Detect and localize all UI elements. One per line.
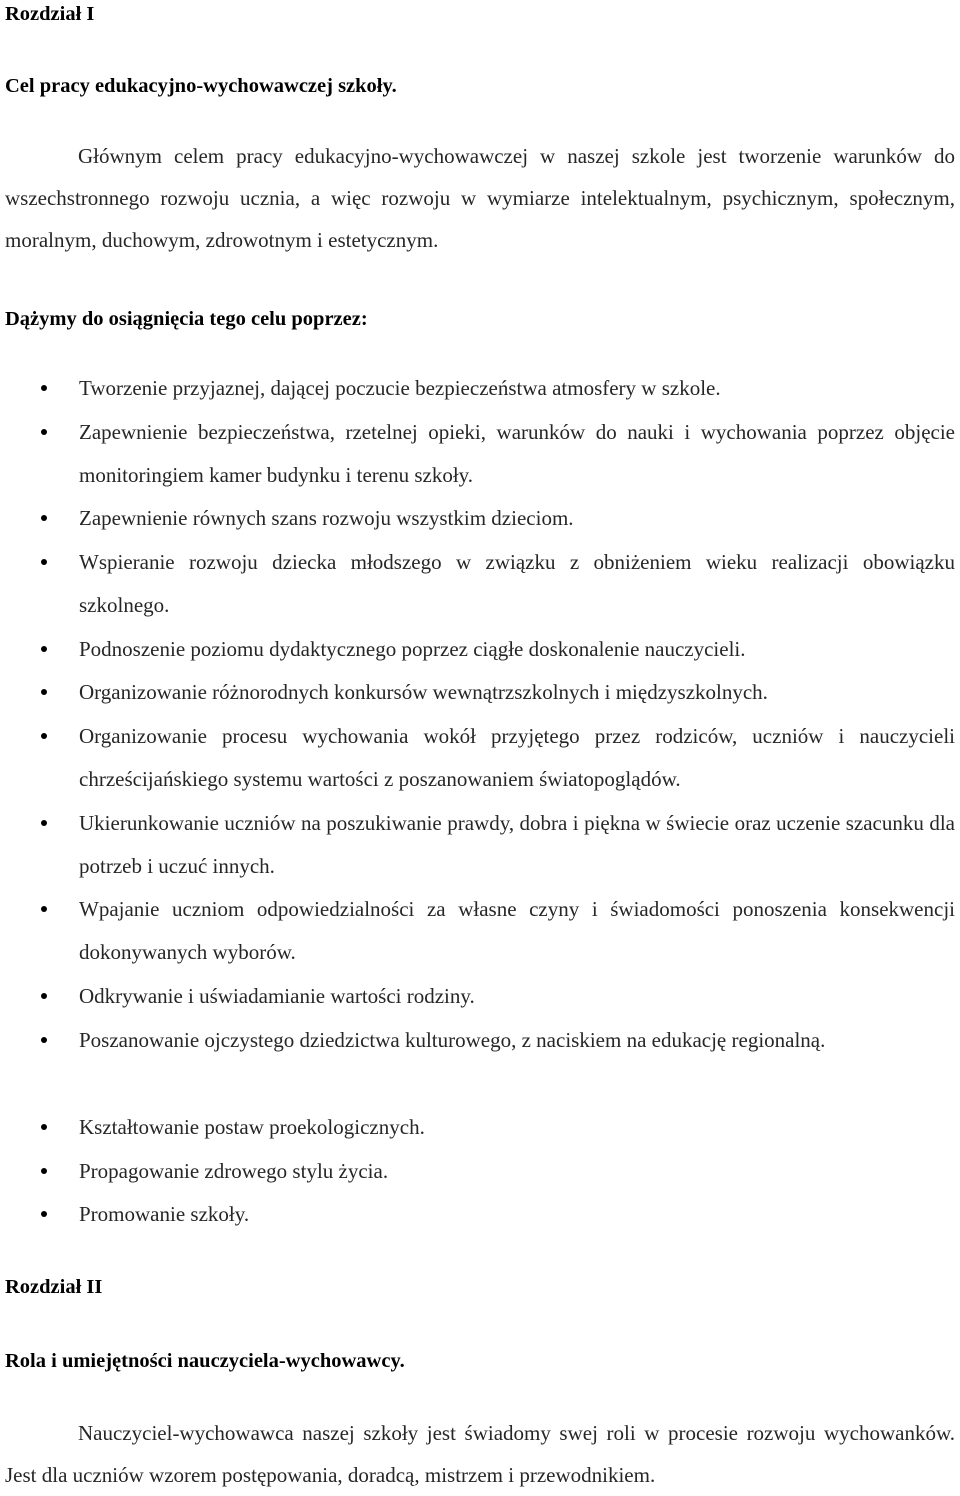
goal-item: Kształtowanie postaw proekologicznych. xyxy=(79,1106,955,1149)
chapter-2-intro-paragraph: Nauczyciel-wychowawca naszej szkoły jest świadomy swej roli w procesie rozwoju wychowanków. Jest dla uczniów wzorem postępowania, doradcą, mistrzem i przewodnikiem. xyxy=(5,1421,955,1487)
goal-item: Propagowanie zdrowego stylu życia. xyxy=(79,1150,955,1193)
bullet-icon xyxy=(41,733,47,739)
goal-item: Poszanowanie ojczystego dziedzictwa kulturowego, z naciskiem na edukację regionalną. xyxy=(79,1019,955,1062)
chapter-1-title: Rozdział I xyxy=(5,3,95,25)
bullet-icon xyxy=(41,906,47,912)
chapter-1-subtitle: Cel pracy edukacyjno-wychowawczej szkoły. xyxy=(5,75,397,97)
bullet-icon xyxy=(41,1037,47,1043)
bullet-icon xyxy=(41,1124,47,1130)
goal-item: Wpajanie uczniom odpowiedzialności za własne czyny i świadomości ponoszenia konsekwencji dokonywanych wyborów. xyxy=(79,888,955,974)
goal-item: Zapewnienie równych szans rozwoju wszystkim dzieciom. xyxy=(79,497,955,540)
chapter-2-subtitle: Rola i umiejętności nauczyciela-wychowawcy. xyxy=(5,1350,405,1372)
goal-item: Podnoszenie poziomu dydaktycznego poprzez ciągłe doskonalenie nauczycieli. xyxy=(79,628,955,671)
bullet-icon xyxy=(41,993,47,999)
chapter-1-intro-paragraph: Głównym celem pracy edukacyjno-wychowawczej w naszej szkole jest tworzenie warunków do wszechstronnego rozwoju ucznia, a więc rozwoju w wymiarze intelektualnym, psychicznym, społecznym, moralnym, duchowym, zdrowotnym i estetycznym. xyxy=(5,144,955,252)
bullet-icon xyxy=(41,689,47,695)
goal-item: Zapewnienie bezpieczeństwa, rzetelnej opieki, warunków do nauki i wychowania poprzez objęcie monitoringiem kamer budynku i terenu szkoły. xyxy=(79,411,955,497)
bullet-icon xyxy=(41,820,47,826)
goal-item: Organizowanie procesu wychowania wokół przyjętego przez rodziców, uczniów i nauczycieli chrześcijańskiego systemu wartości z poszanowaniem światopoglądów. xyxy=(79,715,955,801)
goal-item: Odkrywanie i uświadamianie wartości rodziny. xyxy=(79,975,955,1018)
goal-item: Ukierunkowanie uczniów na poszukiwanie prawdy, dobra i piękna w świecie oraz uczenie szacunku dla potrzeb i uczuć innych. xyxy=(79,802,955,888)
goal-item: Tworzenie przyjaznej, dającej poczucie bezpieczeństwa atmosfery w szkole. xyxy=(79,367,955,410)
goals-heading: Dążymy do osiągnięcia tego celu poprzez: xyxy=(5,308,368,330)
chapter-2-title: Rozdział II xyxy=(5,1276,103,1298)
bullet-icon xyxy=(41,429,47,435)
bullet-icon xyxy=(41,1168,47,1174)
bullet-icon xyxy=(41,515,47,521)
bullet-icon xyxy=(41,559,47,565)
goal-item: Wspieranie rozwoju dziecka młodszego w związku z obniżeniem wieku realizacji obowiązku szkolnego. xyxy=(79,541,955,627)
goal-item: Organizowanie różnorodnych konkursów wewnątrzszkolnych i międzyszkolnych. xyxy=(79,671,955,714)
goal-item: Promowanie szkoły. xyxy=(79,1193,955,1236)
bullet-icon xyxy=(41,1211,47,1217)
bullet-icon xyxy=(41,646,47,652)
bullet-icon xyxy=(41,385,47,391)
